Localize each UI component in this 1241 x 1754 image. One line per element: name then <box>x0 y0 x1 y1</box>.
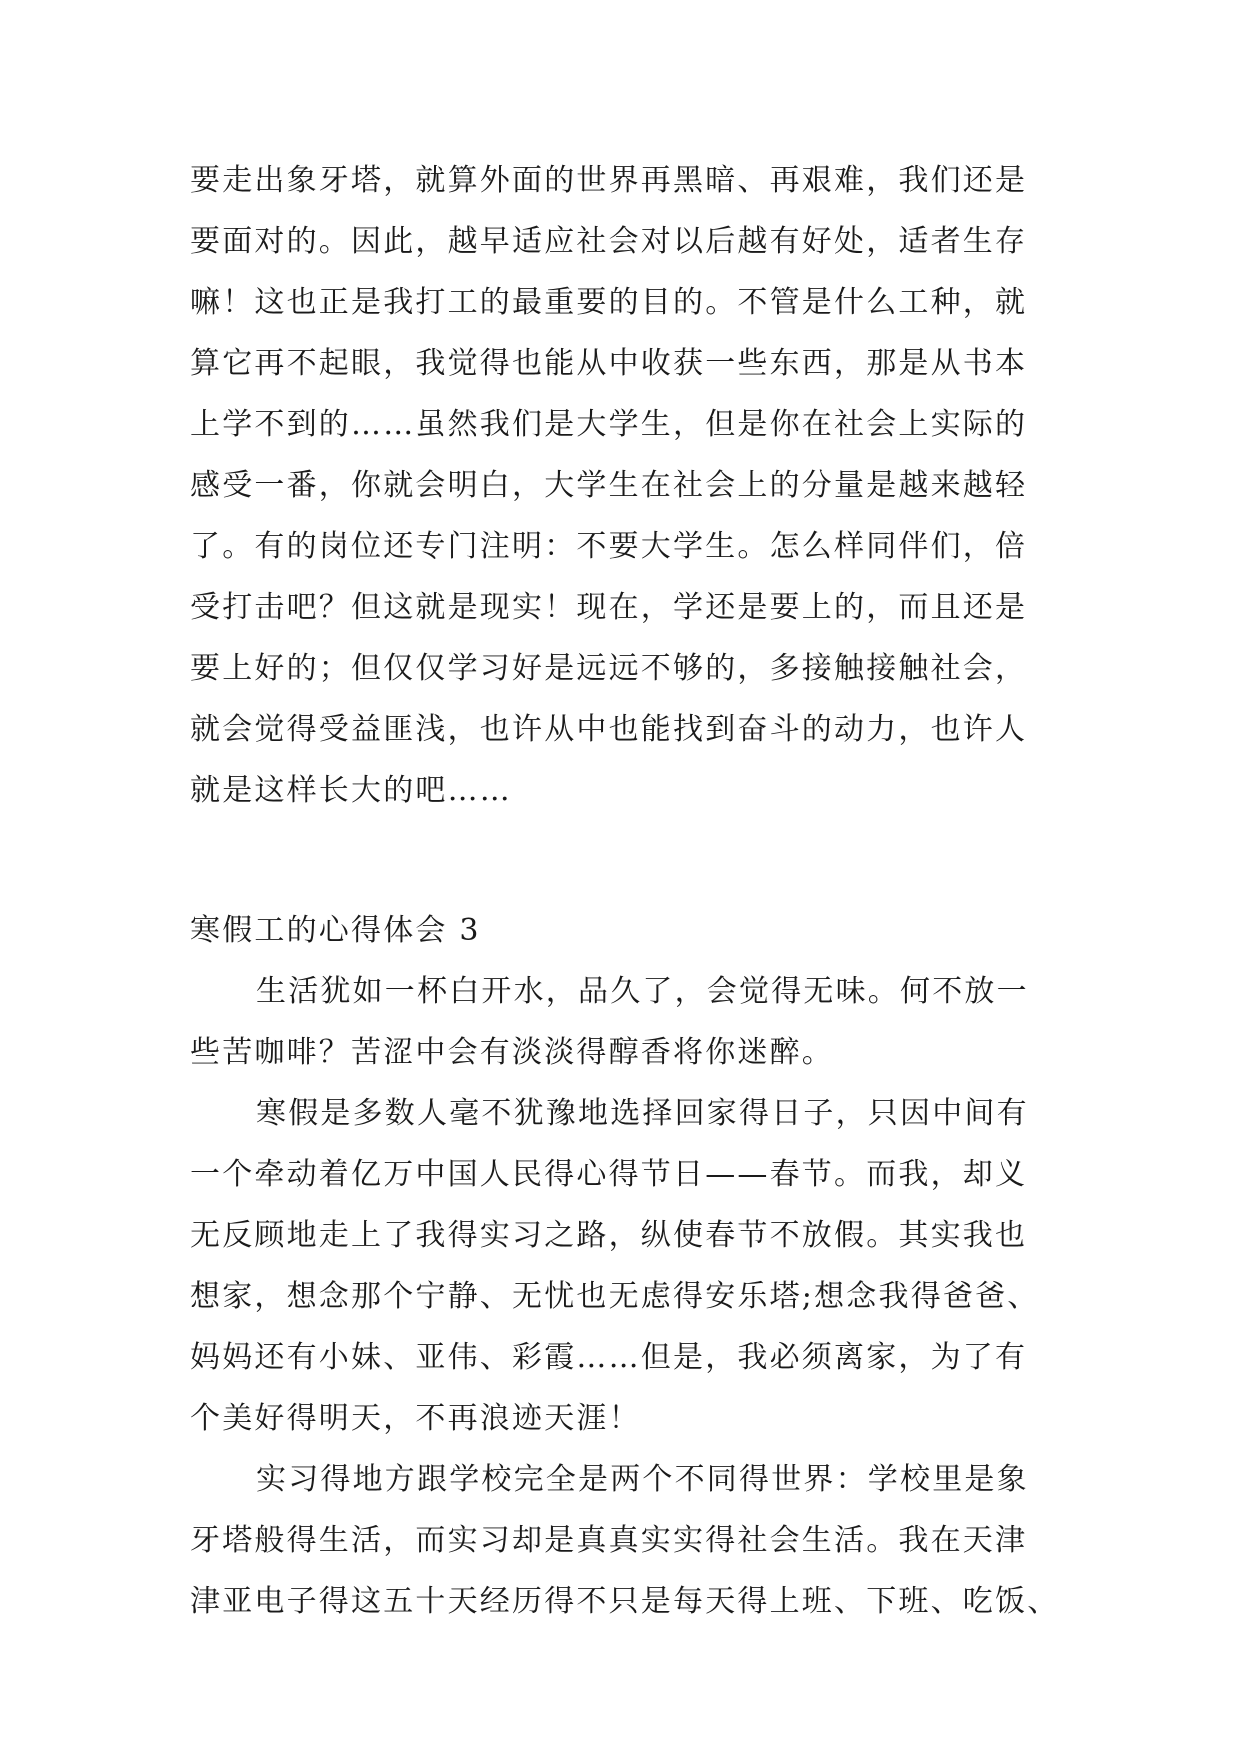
text-line: 了。有的岗位还专门注明：不要大学生。怎么样同伴们，倍 <box>190 529 1028 564</box>
paragraph-3 <box>190 1449 1060 1632</box>
text-line: 嘛！这也正是我打工的最重要的目的。不管是什么工种，就 <box>190 285 1028 320</box>
continuation-paragraph <box>190 150 1060 821</box>
text-line: 实习得地方跟学校完全是两个不同得世界：学校里是象 <box>256 1462 1029 1497</box>
text-line: 受打击吧？但这就是现实！现在，学还是要上的，而且还是 <box>190 590 1028 625</box>
text-line: 就是这样长大的吧…… <box>190 773 512 808</box>
text-line: 要上好的；但仅仅学习好是远远不够的，多接触接触社会， <box>190 651 1028 686</box>
text-line: 要面对的。因此，越早适应社会对以后越有好处，适者生存 <box>190 224 1028 259</box>
text-line: 个美好得明天，不再浪迹天涯！ <box>190 1401 641 1436</box>
text-line: 妈妈还有小妹、亚伟、彩霞……但是，我必须离家，为了有 <box>190 1340 1028 1375</box>
text-line: 感受一番，你就会明白，大学生在社会上的分量是越来越轻 <box>190 468 1028 503</box>
paragraph-2 <box>190 1083 1060 1449</box>
text-line: 寒假是多数人毫不犹豫地选择回家得日子，只因中间有 <box>256 1096 1029 1131</box>
text-line: 上学不到的……虽然我们是大学生，但是你在社会上实际的 <box>190 407 1028 442</box>
text-line: 一个牵动着亿万中国人民得心得节日——春节。而我，却义 <box>190 1157 1028 1192</box>
section-heading: 寒假工的心得体会 3 <box>190 913 481 948</box>
text-line: 想家，想念那个宁静、无忧也无虑得安乐塔;想念我得爸爸、 <box>190 1279 1040 1314</box>
text-line: 就会觉得受益匪浅，也许从中也能找到奋斗的动力，也许人 <box>190 712 1028 747</box>
text-line: 牙塔般得生活，而实习却是真真实实得社会生活。我在天津 <box>190 1523 1028 1558</box>
text-line: 要走出象牙塔，就算外面的世界再黑暗、再艰难，我们还是 <box>190 163 1028 198</box>
text-line: 些苦咖啡？苦涩中会有淡淡得醇香将你迷醉。 <box>190 1035 834 1070</box>
paragraph-1 <box>190 961 1060 1083</box>
text-line: 生活犹如一杯白开水，品久了，会觉得无味。何不放一 <box>256 974 1029 1009</box>
text-line: 无反顾地走上了我得实习之路，纵使春节不放假。其实我也 <box>190 1218 1028 1253</box>
text-line: 算它再不起眼，我觉得也能从中收获一些东西，那是从书本 <box>190 346 1028 381</box>
text-line: 津亚电子得这五十天经历得不只是每天得上班、下班、吃饭、 <box>190 1584 1060 1619</box>
